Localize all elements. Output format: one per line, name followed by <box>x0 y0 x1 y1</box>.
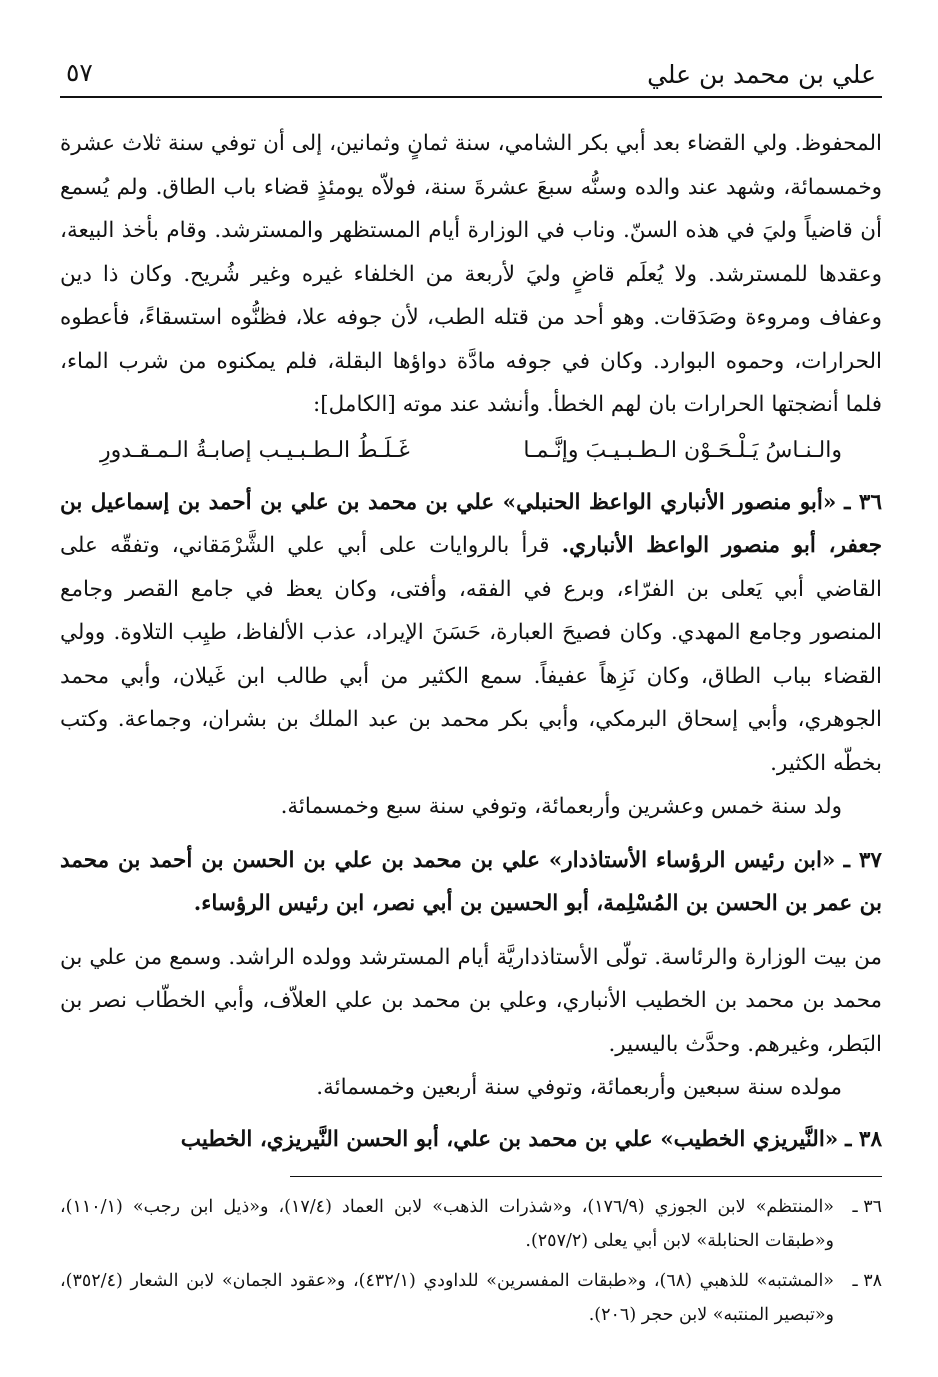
paragraph-continuation: المحفوظ. ولي القضاء بعد أبي بكر الشامي، سنة ثمانٍ وثمانين، إلى أن توفي سنة ثلاث عشرة وخمسمائة، وشهد عند والده وسنُّه سبعَ عشرةَ سنة، فولاّه يومئذٍ قضاء باب الطاق. ولم يُسمع أن قاضياً وليَ في هذه السنّ. وناب في الوزارة أيام المستظهر والمسترشد. وقام بأخذ البيعة، وعقدها للمسترشد. ولا يُعلَم قاضٍ وليَ لأربعة من الخلفاء غيره وغير شُريح. وكان ذا دين وعفاف ومروءة وصَدَقات. وهو أحد من قتله الطب، لأن جوفه علا، فظنُّوه استسقاءً، فأعطوه الحرارات، وحموه البوارد. وكان في جوفه مادَّة دواؤها البقلة، فلم يمكنوه من شرب الماء، فلما أنضجتها الحرارات بان لهم الخطأ. وأنشد عند موته [الكامل]: <box>60 131 882 417</box>
entry-38-heading: «النَّيريزي الخطيب» علي بن محمد بن علي، أبو الحسن النَّيريزي، الخطيب <box>180 1126 839 1152</box>
poetry-verse <box>60 429 882 473</box>
footnote-text: «المشتبه» للذهبي (٦٨)، و«طبقات المفسرين» للداودي (٤٣٢/١)، و«عقود الجمان» لابن الشعار (٣٥٢/٤)، و«تبصير المنتبه» لابن حجر (٢٠٦). <box>60 1271 835 1325</box>
entry-37-number: ٣٧ ـ <box>843 847 882 873</box>
main-text <box>60 122 882 1161</box>
page-header <box>60 56 882 98</box>
entry-37-dates: مولده سنة سبعين وأربعمائة، وتوفي سنة أربعين وخمسمائة. <box>316 1075 842 1100</box>
footnotes <box>60 1190 882 1338</box>
footnote-number: ٣٨ ـ <box>852 1271 882 1291</box>
running-title: علي بن محمد بن علي <box>647 60 876 89</box>
footnote <box>60 1264 882 1332</box>
footnote-separator <box>290 1176 882 1177</box>
entry-38-number: ٣٨ ـ <box>845 1126 882 1152</box>
footnote-text: «المنتظم» لابن الجوزي (١٧٦/٩)، و«شذرات الذهب» لابن العماد (١٧/٤)، و«ذيل ابن رجب» (١١٠/١)، و«طبقات الحنابلة» لابن أبي يعلى (٢٥٧/٢). <box>60 1197 835 1251</box>
page-number: ٥٧ <box>66 58 93 87</box>
entry-36 <box>60 481 882 786</box>
entry-37-text: من بيت الوزارة والرئاسة. تولّى الأستاذداريَّة أيام المسترشد وولده الراشد. وسمع من علي بن محمد بن محمد بن الخطيب الأنباري، وعلي بن محمد بن علي العلاّف، وأبي الخطّاب نصر بن البَطر، وغيرهم. وحدَّث باليسير. <box>60 944 882 1057</box>
verse-first-hemistich: والـنـاسُ يَـلْـحَـوْن الـطـبـيـبَ وإنَّـمـا <box>523 437 842 463</box>
entry-36-heading: «أبو منصور الأنباري الواعظ الحنبلي» علي بن محمد بن علي بن أحمد بن إسماعيل بن جعفر، أبو منصور الواعظ الأنباري. <box>60 489 882 558</box>
entry-37-heading: «ابن رئيس الرؤساء الأستاذدار» علي بن محمد بن علي بن الحسن بن أحمد بن محمد بن عمر بن الحسن بن المُسْلِمة، أبو الحسين بن أبي نصر، ابن رئيس الرؤساء. <box>60 847 882 916</box>
verse-second-hemistich: غَـلَـطُ الـطـبـيـب إصابـةُ الـمـقـدورِ <box>100 437 410 463</box>
footnote <box>60 1190 882 1258</box>
entry-36-number: ٣٦ ـ <box>844 489 882 515</box>
entry-36-dates: ولد سنة خمس وعشرين وأربعمائة، وتوفي سنة سبع وخمسمائة. <box>280 794 842 819</box>
entry-37 <box>60 839 882 926</box>
entry-36-text: قرأ بالروايات على أبي علي الشَّرْمَقاني، وتفقّه على القاضي أبي يَعلى بن الفرّاء، وبرع في الفقه، وأفتى، وكان يعظ في جامع القصر وجامع المنصور وجامع المهدي. وكان فصيحَ العبارة، حَسَنَ الإيراد، عذب الألفاظ، طيِب التلاوة. وولي القضاء بباب الطاق، وكان نَزِهاً عفيفاً. سمع الكثير من أبي طالب ابن غَيلان، وأبي محمد الجوهري، وأبي إسحاق البرمكي، وأبي بكر محمد بن عبد الملك بن بشران، وجماعة. وكتب بخطّه الكثير. <box>60 533 882 776</box>
entry-38 <box>60 1118 882 1162</box>
footnote-number: ٣٦ ـ <box>852 1197 882 1217</box>
